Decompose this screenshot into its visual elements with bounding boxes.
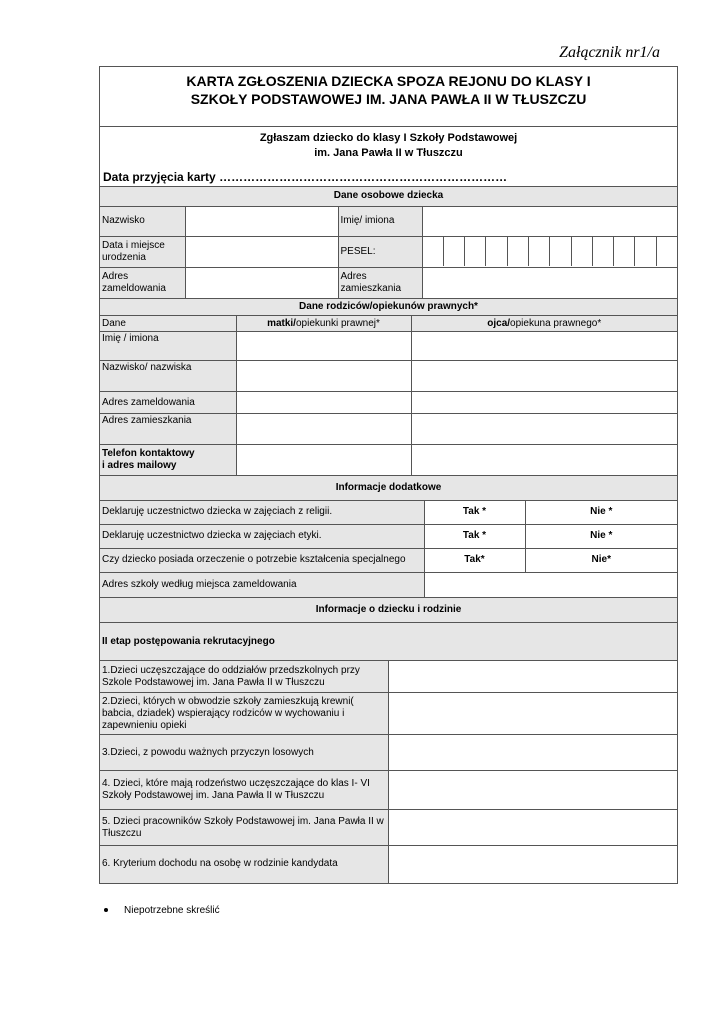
parent-surname-label: Nazwisko/ nazwiska <box>100 361 236 392</box>
criterion-3-field[interactable] <box>388 735 677 771</box>
child-res-address-label: Adres zamieszkania <box>338 267 422 298</box>
child-pesel-label: PESEL: <box>338 236 422 267</box>
father-surname-field[interactable] <box>411 361 677 392</box>
child-data-table <box>100 187 677 298</box>
mother-contact-field[interactable] <box>236 445 411 475</box>
family-section-heading: Informacje o dziecku i rodzinie <box>100 598 677 623</box>
parent-first-names-label: Imię / imiona <box>100 332 236 361</box>
pesel-digit-boxes <box>423 237 678 266</box>
parent-reg-address-label: Adres zameldowania <box>100 392 236 414</box>
religion-label: Deklaruję uczestnictwo dziecka w zajęciach z religii. <box>100 500 424 524</box>
parents-section-heading: Dane rodziców/opiekunów prawnych* <box>100 299 677 316</box>
criterion-6-label: 6. Kryterium dochodu na osobę w rodzinie kandydata <box>100 846 388 883</box>
attachment-label: Załącznik nr1/a <box>559 44 660 61</box>
footnote-text: Niepotrzebne skreślić <box>124 905 220 916</box>
father-contact-field[interactable] <box>411 445 677 475</box>
criterion-2-field[interactable] <box>388 693 677 735</box>
mother-res-address-field[interactable] <box>236 414 411 445</box>
criterion-5-field[interactable] <box>388 810 677 846</box>
religion-yes-option[interactable]: Tak * <box>424 500 525 524</box>
child-birth-label: Data i miejsce urodzenia <box>100 236 185 267</box>
footnote <box>104 905 220 916</box>
child-first-names-field[interactable] <box>422 206 677 236</box>
school-address-field[interactable] <box>424 572 677 597</box>
additional-info-table <box>100 475 677 598</box>
mother-reg-address-field[interactable] <box>236 392 411 414</box>
child-birth-field[interactable] <box>185 236 338 267</box>
father-reg-address-field[interactable] <box>411 392 677 414</box>
parents-data-table <box>100 298 677 475</box>
criterion-2-label: 2.Dzieci, których w obwodzie szkoły zamieszkują krewni( babcia, dziadek) wspierający rodziców w wychowaniu i zapewnieniu opieki <box>100 693 388 735</box>
criterion-3-label: 3.Dzieci, z powodu ważnych przyczyn losowych <box>100 735 388 771</box>
criterion-4-field[interactable] <box>388 771 677 810</box>
parents-col-mother: matki/opiekunki prawnej* <box>236 316 411 332</box>
child-reg-address-field[interactable] <box>185 267 338 298</box>
ethics-label: Deklaruję uczestnictwo dziecka w zajęciach etyki. <box>100 524 424 548</box>
declaration-block <box>100 127 677 187</box>
declaration-line-1: Zgłaszam dziecko do klasy I Szkoły Podstawowej <box>259 132 518 144</box>
parent-contact-label: Telefon kontaktowy i adres mailowy <box>100 445 236 475</box>
title-line-1: KARTA ZGŁOSZENIA DZIECKA SPOZA REJONU DO KLASY I <box>186 73 591 89</box>
mother-surname-field[interactable] <box>236 361 411 392</box>
child-surname-label: Nazwisko <box>100 206 185 236</box>
special-ed-label: Czy dziecko posiada orzeczenie o potrzebie kształcenia specjalnego <box>100 548 424 572</box>
ethics-no-option[interactable]: Nie * <box>525 524 677 548</box>
ethics-yes-option[interactable]: Tak * <box>424 524 525 548</box>
religion-no-option[interactable]: Nie * <box>525 500 677 524</box>
date-received-label: Data przyjęcia karty ……………………………………………………………… <box>103 170 508 184</box>
recruitment-stage-label: II etap postępowania rekrutacyjnego <box>100 623 677 661</box>
mother-first-names-field[interactable] <box>236 332 411 361</box>
parent-res-address-label: Adres zamieszkania <box>100 414 236 445</box>
registration-form <box>99 66 678 884</box>
child-res-address-field[interactable] <box>422 267 677 298</box>
criterion-6-field[interactable] <box>388 846 677 883</box>
school-address-label: Adres szkoły według miejsca zameldowania <box>100 572 424 597</box>
parents-col-data: Dane <box>100 316 236 332</box>
parents-col-father: ojca/opiekuna prawnego* <box>411 316 677 332</box>
criterion-5-label: 5. Dzieci pracowników Szkoły Podstawowej im. Jana Pawła II w Tłuszczu <box>100 810 388 846</box>
child-section-heading: Dane osobowe dziecka <box>100 187 677 206</box>
additional-section-heading: Informacje dodatkowe <box>100 475 677 500</box>
title-line-2: SZKOŁY PODSTAWOWEJ IM. JANA PAWŁA II W TŁUSZCZU <box>190 91 587 107</box>
special-ed-yes-option[interactable]: Tak* <box>424 548 525 572</box>
child-first-names-label: Imię/ imiona <box>338 206 422 236</box>
family-info-table <box>100 597 677 883</box>
criterion-1-field[interactable] <box>388 661 677 693</box>
father-res-address-field[interactable] <box>411 414 677 445</box>
bullet-icon <box>104 908 108 912</box>
declaration-line-2: im. Jana Pawła II w Tłuszczu <box>314 147 463 159</box>
special-ed-no-option[interactable]: Nie* <box>525 548 677 572</box>
child-pesel-field[interactable] <box>422 236 677 267</box>
criterion-4-label: 4. Dzieci, które mają rodzeństwo uczęszczające do klas I- VI Szkoły Podstawowej im. Jana Pawła II w Tłuszczu <box>100 771 388 810</box>
criterion-1-label: 1.Dzieci uczęszczające do oddziałów przedszkolnych przy Szkole Podstawowej im. Jana Pawła II w Tłuszczu <box>100 661 388 693</box>
child-surname-field[interactable] <box>185 206 338 236</box>
child-reg-address-label: Adres zameldowania <box>100 267 185 298</box>
father-first-names-field[interactable] <box>411 332 677 361</box>
form-title <box>100 67 677 127</box>
